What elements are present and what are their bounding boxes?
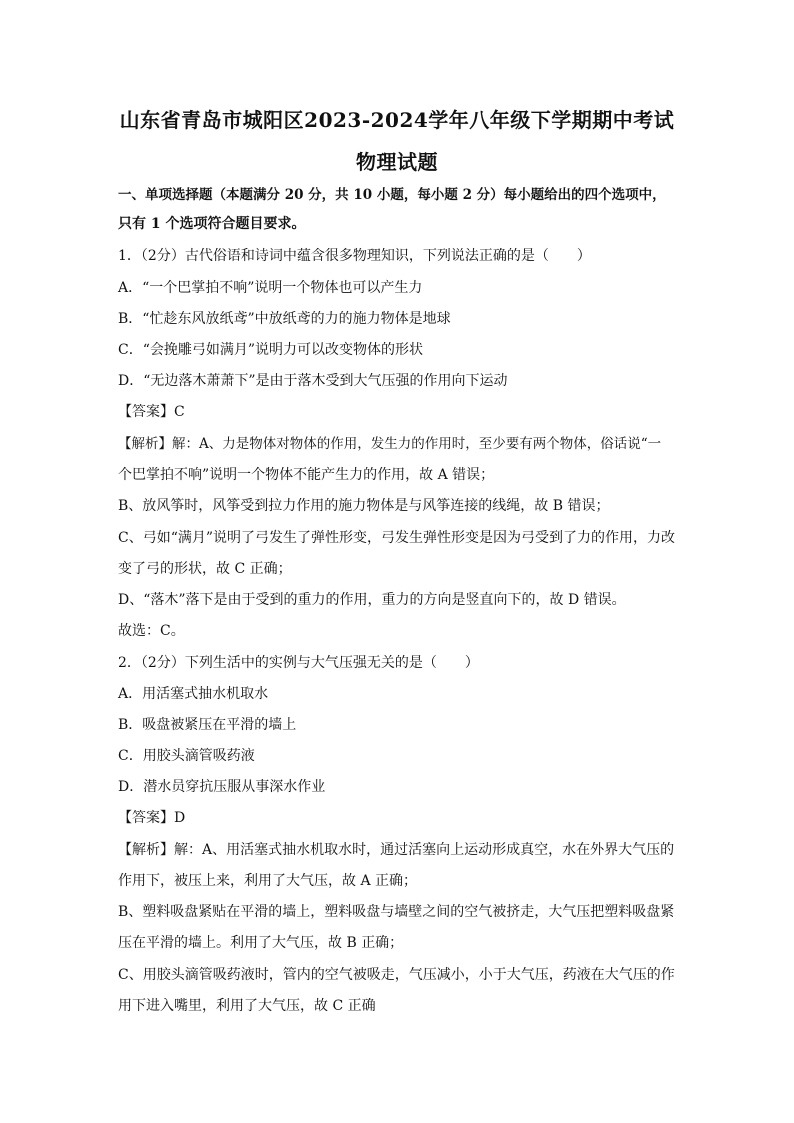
q2-analysis-line6: 用下进入嘴里，利用了大气压，故 C 正确 <box>118 998 376 1014</box>
q2-analysis-line2: 作用下，被压上来，利用了大气压，故 A 正确； <box>118 873 418 889</box>
q1-stem: 1．（2分）古代俗语和诗词中蕴含很多物理知识，下列说法正确的是（ ） <box>118 248 591 264</box>
q2-option-d: D．潜水员穿抗压服从事深水作业 <box>118 779 326 795</box>
q1-analysis-line5: 变了弓的形状，故 C 正确； <box>118 561 292 577</box>
q1-option-a: A．“一个巴掌拍不响”说明一个物体也可以产生力 <box>118 280 423 296</box>
q1-analysis-line1: 【解析】解：A、力是物体对物体的作用，发生力的作用时，至少要有两个物体，俗话说“一 <box>118 436 662 452</box>
section-heading-line1: 一、单项选择题（本题满分 20 分，共 10 小题，每小题 2 分）每小题给出的四个选项中， <box>118 187 666 203</box>
document-title-line1: 山东省青岛市城阳区2023-2024学年八年级下学期期中考试 <box>119 108 675 132</box>
q2-analysis-line5: C、用胶头滴管吸药液时，管内的空气被吸走，气压减小，小于大气压，药液在大气压的作 <box>118 967 675 983</box>
section-heading-line2: 只有 1 个选项符合题目要求。 <box>118 216 306 232</box>
q1-option-c: C．“会挽雕弓如满月”说明力可以改变物体的形状 <box>118 342 424 358</box>
q2-analysis-line3: B、塑料吸盘紧贴在平滑的墙上，塑料吸盘与墙壁之间的空气被挤走，大气压把塑料吸盘紧 <box>118 904 675 920</box>
q2-analysis-line4: 压在平滑的墙上。利用了大气压，故 B 正确； <box>118 935 404 951</box>
q1-conclusion: 故选：C。 <box>118 623 185 639</box>
q1-analysis-line4: C、弓如“满月”说明了弓发生了弹性形变，弓发生弹性形变是因为弓受到了力的作用，力改 <box>118 530 676 546</box>
q2-option-c: C．用胶头滴管吸药液 <box>118 748 255 764</box>
q1-answer: 【答案】C <box>118 404 185 420</box>
document-title-line2: 物理试题 <box>356 150 438 174</box>
q2-option-b: B．吸盘被紧压在平滑的墙上 <box>118 717 297 733</box>
q1-analysis-line6: D、“落木”落下是由于受到的重力的作用，重力的方向是竖直向下的，故 D 错误。 <box>118 592 626 608</box>
q1-analysis-line3: B、放风筝时，风筝受到拉力作用的施力物体是与风筝连接的线绳，故 B 错误； <box>118 498 610 514</box>
q1-analysis-line2: 个巴掌拍不响”说明一个物体不能产生力的作用，故 A 错误； <box>118 467 495 483</box>
q2-analysis-line1: 【解析】解：A、用活塞式抽水机取水时，通过活塞向上运动形成真空，水在外界大气压的 <box>118 842 675 858</box>
q2-answer: 【答案】D <box>118 810 186 826</box>
q2-stem: 2．（2分）下列生活中的实例与大气压强无关的是（ ） <box>118 655 479 671</box>
q1-option-b: B．“忙趁东风放纸鸢”中放纸鸢的力的施力物体是地球 <box>118 311 451 327</box>
q2-option-a: A．用活塞式抽水机取水 <box>118 686 269 702</box>
q1-option-d: D．“无边落木萧萧下”是由于落木受到大气压强的作用向下运动 <box>118 373 508 389</box>
